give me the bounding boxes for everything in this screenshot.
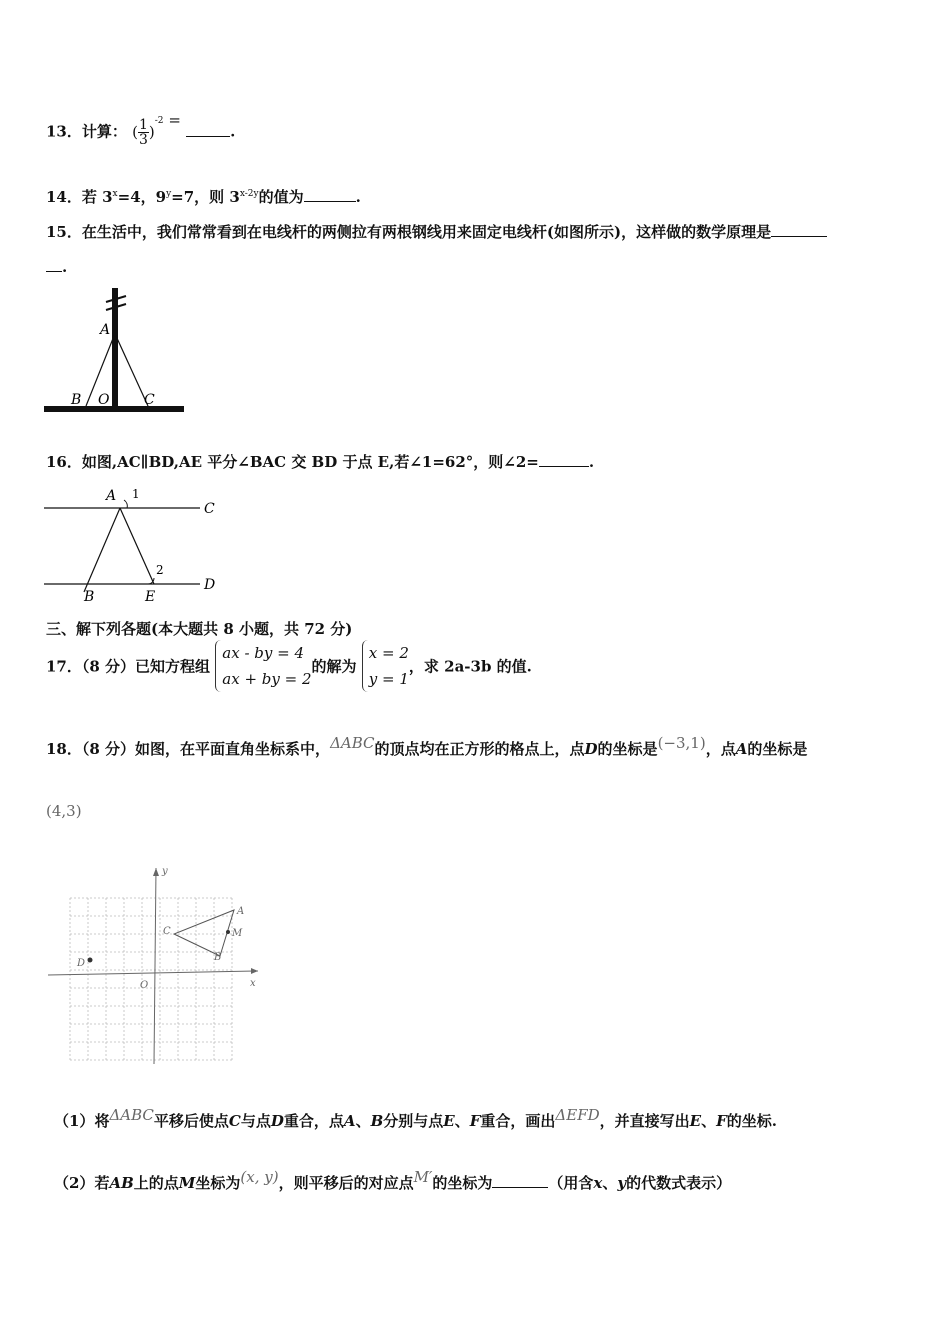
x-axis-arrow (251, 968, 258, 974)
label-C: C (204, 501, 215, 517)
q14-number: 14． (46, 188, 82, 206)
q15-text: 在生活中，我们常常看到在电线杆的两侧拉有两根钢线用来固定电线杆(如图所示)，这样做的数学原理是 (81, 223, 772, 241)
point-d (88, 958, 93, 963)
figure-18-grid (46, 864, 266, 1064)
question-15-cont: . (46, 258, 67, 276)
question-17: 17．（8 分）已知方程组 ax - by = 4 ax + by = 2 的解为 x = 2 y = 1 ，求 2a-3b 的值. (46, 640, 532, 692)
question-16: 16．如图,AC∥BD,AE 平分∠BAC 交 BD 于点 E,若∠1=62°，则∠2= . (46, 453, 595, 471)
triangle-abc (174, 910, 234, 956)
label-B: B (214, 952, 222, 963)
question-18-part-2: （2）若AB上的点M坐标为(x, y)，则平移后的对应点M′的坐标为 （用含x、y的代数式表示） (54, 1168, 732, 1192)
q18-number: 18． (46, 740, 82, 758)
question-18-part-1: （1）将ΔABC平移后使点C与点D重合，点A、B分别与点E、F重合，画出ΔEFD，并直接写出E、F的坐标. (54, 1106, 777, 1130)
angle-1-arc (124, 500, 127, 508)
label-D: D (204, 577, 216, 593)
label-B: B (71, 392, 82, 408)
q16-text: 如图,AC∥BD,AE 平分∠BAC 交 BD 于点 E,若∠1=62°，则∠2= (81, 453, 539, 471)
label-1: 1 (132, 487, 140, 501)
label-M: M (232, 928, 243, 939)
q13-answer-blank[interactable] (186, 124, 230, 137)
q17-number: 17． (46, 657, 82, 676)
label-D: D (77, 958, 86, 969)
section-3-heading: 三、解下列各题(本大题共 8 小题，共 72 分) (46, 620, 353, 638)
x-axis (48, 971, 258, 975)
label-2: 2 (156, 563, 164, 577)
q15-number: 15． (46, 223, 82, 241)
figure-15-pole (44, 288, 194, 418)
q16-number: 16． (46, 453, 82, 471)
question-18: 18．（8 分）如图，在平面直角坐标系中，ΔABC的顶点均在正方形的格点上，点D的坐标是(−3,1)，点A的坐标是 (46, 734, 808, 758)
label-y: y (162, 866, 168, 877)
q18-2-answer-blank[interactable] (492, 1175, 548, 1188)
q13-label: 计算： (81, 122, 127, 141)
question-15 (46, 221, 827, 242)
q15-answer-blank-b[interactable] (46, 259, 62, 272)
label-E: E (145, 589, 156, 605)
label-A: A (106, 488, 117, 504)
point-m (226, 930, 230, 934)
label-A: A (237, 906, 245, 917)
label-B: B (84, 589, 95, 605)
figure-16-parallel (44, 484, 234, 604)
question-14: 14．若 $3^x=4$，$9^y=7$，则 $3^{x-2y}$的值为 . (46, 188, 361, 206)
question-13: 13．计算： ( $\frac{1}{3}$ )$^{-2}$ = . (46, 110, 236, 148)
q14-answer-blank[interactable] (304, 189, 356, 202)
label-C: C (144, 392, 155, 408)
label-C: C (163, 926, 171, 937)
label-x: x (250, 978, 256, 989)
q17-system: ax - by = 4 ax + by = 2 (215, 640, 311, 692)
segment-ab (84, 508, 120, 592)
label-O: O (98, 392, 110, 408)
q13-number: 13． (46, 122, 82, 141)
q16-answer-blank[interactable] (539, 454, 589, 467)
q18-a-coordinate: (4,3) (46, 802, 82, 820)
segment-ae (120, 508, 154, 584)
q15-answer-blank-a[interactable] (771, 224, 827, 237)
q13-fraction: $\frac{1}{3}$ (138, 117, 148, 148)
q13-expression: ( $\frac{1}{3}$ )$^{-2}$ = (132, 110, 181, 148)
y-axis-arrow (153, 868, 159, 876)
grid-lines (70, 898, 232, 1060)
label-A: A (100, 322, 111, 338)
label-O: O (140, 980, 149, 991)
q17-solution: x = 2 y = 1 (362, 640, 409, 692)
y-axis (154, 868, 156, 1064)
